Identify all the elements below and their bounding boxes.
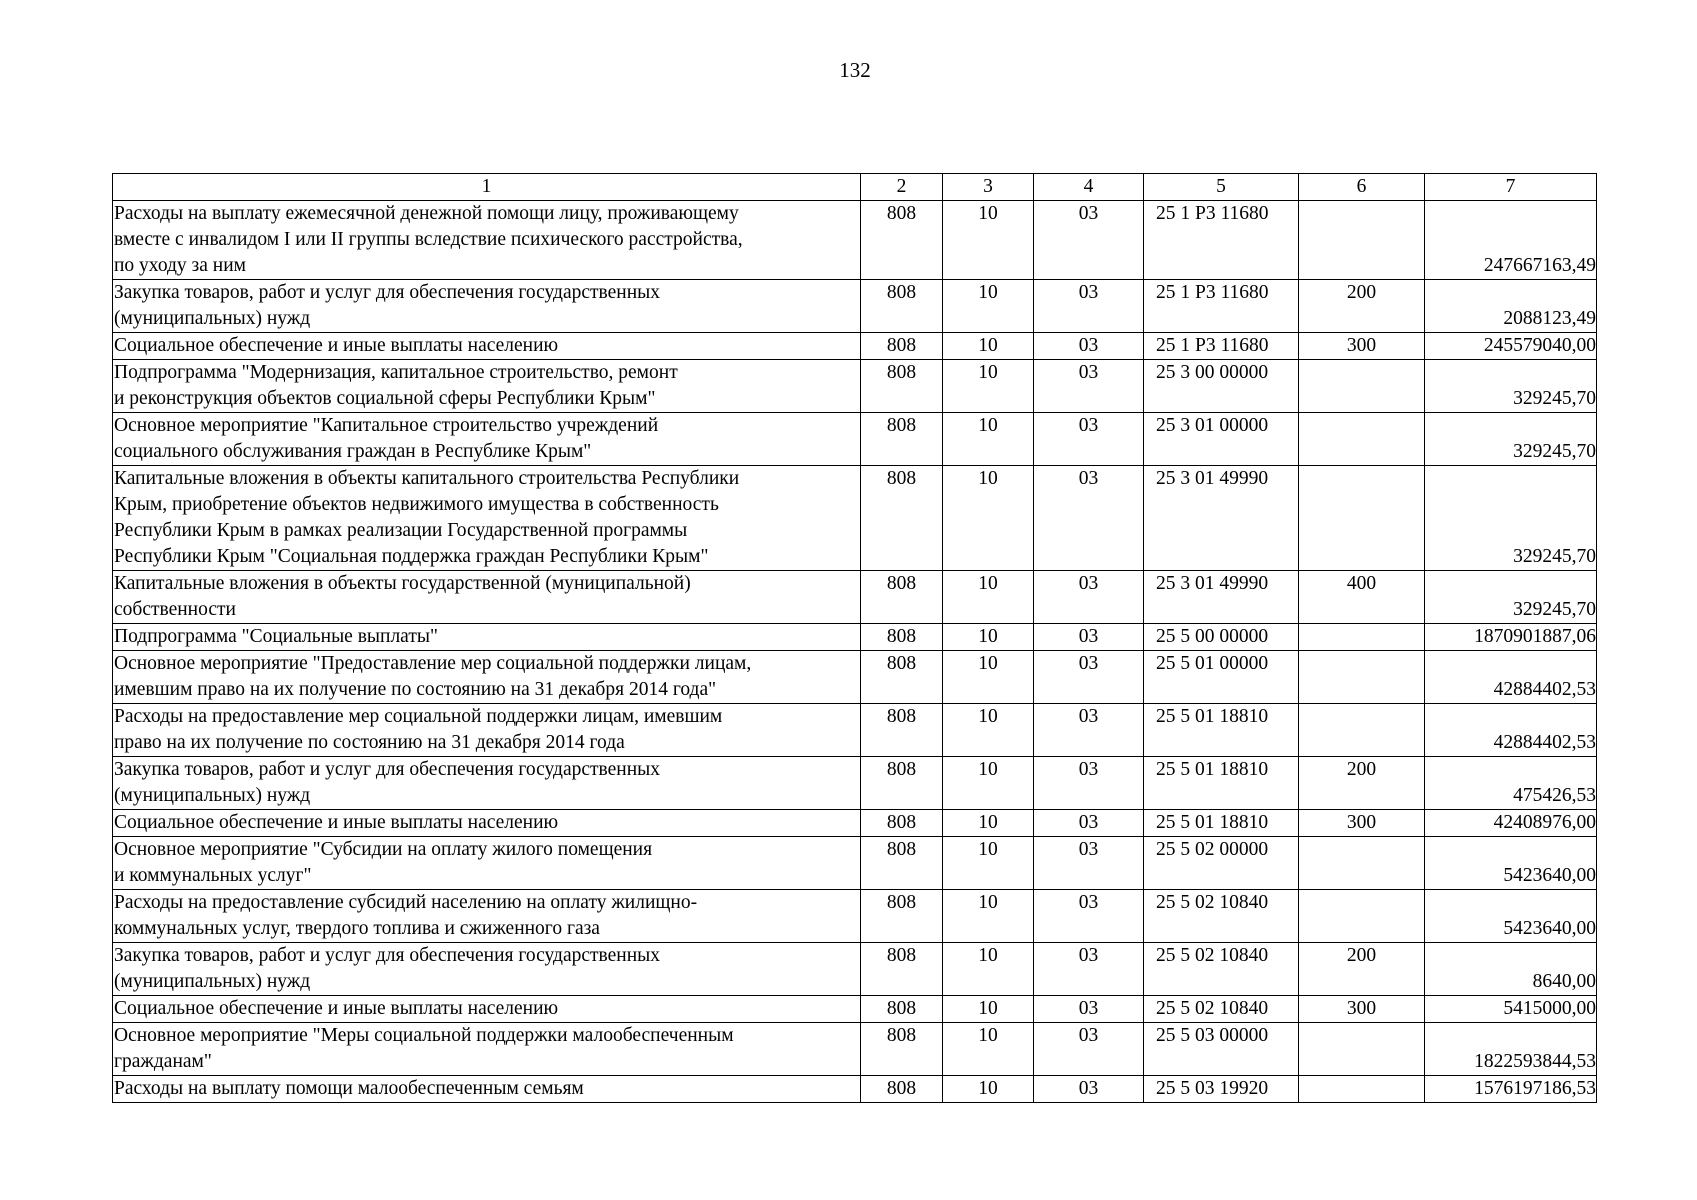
expense-type-code: 400 [1299,571,1425,624]
expense-type-code [1299,1023,1425,1076]
row-description: Закупка товаров, работ и услуг для обеспечения государственных (муниципальных) нужд [113,280,861,333]
subsection-code: 03 [1034,466,1144,571]
subsection-code: 03 [1034,704,1144,757]
section-code: 10 [943,890,1034,943]
expense-type-code: 300 [1299,810,1425,837]
expense-type-code [1299,1076,1425,1103]
table-row [113,280,1597,333]
ministry-code: 808 [861,757,943,810]
expense-type-code [1299,837,1425,890]
row-description: Расходы на выплату помощи малообеспеченным семьям [113,1076,861,1103]
amount: 5423640,00 [1425,890,1597,943]
ministry-code: 808 [861,413,943,466]
target-article-code: 25 3 01 00000 [1144,413,1299,466]
table-row [113,201,1597,280]
table-row [113,943,1597,996]
target-article-code: 25 1 Р3 11680 [1144,201,1299,280]
expense-type-code: 200 [1299,280,1425,333]
row-description: Основное мероприятие "Субсидии на оплату жилого помещения и коммунальных услуг" [113,837,861,890]
subsection-code: 03 [1034,413,1144,466]
section-code: 10 [943,624,1034,651]
section-code: 10 [943,1076,1034,1103]
table-row [113,810,1597,837]
ministry-code: 808 [861,810,943,837]
amount: 2088123,49 [1425,280,1597,333]
ministry-code: 808 [861,571,943,624]
ministry-code: 808 [861,466,943,571]
ministry-code: 808 [861,1076,943,1103]
expense-type-code [1299,704,1425,757]
amount: 329245,70 [1425,571,1597,624]
column-header-4: 4 [1034,174,1144,201]
row-description: Социальное обеспечение и иные выплаты населению [113,996,861,1023]
section-code: 10 [943,201,1034,280]
section-code: 10 [943,360,1034,413]
amount: 1576197186,53 [1425,1076,1597,1103]
ministry-code: 808 [861,201,943,280]
amount: 1822593844,53 [1425,1023,1597,1076]
column-header-5: 5 [1144,174,1299,201]
target-article-code: 25 5 01 18810 [1144,810,1299,837]
row-description: Основное мероприятие "Меры социальной поддержки малообеспеченным гражданам" [113,1023,861,1076]
section-code: 10 [943,571,1034,624]
section-code: 10 [943,651,1034,704]
expense-type-code: 200 [1299,943,1425,996]
target-article-code: 25 5 01 18810 [1144,704,1299,757]
amount: 5423640,00 [1425,837,1597,890]
subsection-code: 03 [1034,890,1144,943]
section-code: 10 [943,810,1034,837]
subsection-code: 03 [1034,1076,1144,1103]
target-article-code: 25 3 01 49990 [1144,571,1299,624]
table-row [113,466,1597,571]
amount: 5415000,00 [1425,996,1597,1023]
target-article-code: 25 5 00 00000 [1144,624,1299,651]
target-article-code: 25 1 Р3 11680 [1144,280,1299,333]
expense-type-code: 200 [1299,757,1425,810]
expense-type-code: 300 [1299,996,1425,1023]
target-article-code: 25 5 02 00000 [1144,837,1299,890]
section-code: 10 [943,1023,1034,1076]
amount: 8640,00 [1425,943,1597,996]
table-row [113,571,1597,624]
section-code: 10 [943,704,1034,757]
target-article-code: 25 3 01 49990 [1144,466,1299,571]
table-row [113,413,1597,466]
table-row [113,1023,1597,1076]
target-article-code: 25 5 02 10840 [1144,943,1299,996]
target-article-code: 25 5 02 10840 [1144,890,1299,943]
amount: 247667163,49 [1425,201,1597,280]
ministry-code: 808 [861,943,943,996]
section-code: 10 [943,943,1034,996]
row-description: Расходы на предоставление мер социальной поддержки лицам, имевшим право на их получение по состоянию на 31 декабря 2014 года [113,704,861,757]
subsection-code: 03 [1034,201,1144,280]
section-code: 10 [943,466,1034,571]
ministry-code: 808 [861,1023,943,1076]
column-header-7: 7 [1425,174,1597,201]
amount: 329245,70 [1425,413,1597,466]
header-row [113,174,1597,201]
row-description: Расходы на выплату ежемесячной денежной помощи лицу, проживающему вместе с инвалидом I или II группы вследствие психического расстройства, по уходу за ним [113,201,861,280]
target-article-code: 25 5 02 10840 [1144,996,1299,1023]
table-row [113,624,1597,651]
row-description: Подпрограмма "Модернизация, капитальное строительство, ремонт и реконструкция объектов социальной сферы Республики Крым" [113,360,861,413]
table-row [113,704,1597,757]
expense-type-code [1299,413,1425,466]
target-article-code: 25 3 00 00000 [1144,360,1299,413]
table-row [113,360,1597,413]
budget-table [112,173,1597,1103]
subsection-code: 03 [1034,651,1144,704]
ministry-code: 808 [861,704,943,757]
amount: 245579040,00 [1425,333,1597,360]
section-code: 10 [943,413,1034,466]
row-description: Основное мероприятие "Предоставление мер социальной поддержки лицам, имевшим право на их получение по состоянию на 31 декабря 2014 года" [113,651,861,704]
row-description: Закупка товаров, работ и услуг для обеспечения государственных (муниципальных) нужд [113,757,861,810]
amount: 42408976,00 [1425,810,1597,837]
ministry-code: 808 [861,837,943,890]
row-description: Капитальные вложения в объекты государственной (муниципальной) собственности [113,571,861,624]
target-article-code: 25 5 03 00000 [1144,1023,1299,1076]
amount: 475426,53 [1425,757,1597,810]
table-row [113,651,1597,704]
table-header [113,174,1597,201]
subsection-code: 03 [1034,757,1144,810]
subsection-code: 03 [1034,1023,1144,1076]
table-row [113,837,1597,890]
amount: 42884402,53 [1425,651,1597,704]
row-description: Социальное обеспечение и иные выплаты населению [113,333,861,360]
section-code: 10 [943,280,1034,333]
target-article-code: 25 5 01 00000 [1144,651,1299,704]
expense-type-code [1299,890,1425,943]
row-description: Расходы на предоставление субсидий населению на оплату жилищно- коммунальных услуг, твердого топлива и сжиженного газа [113,890,861,943]
amount: 329245,70 [1425,466,1597,571]
subsection-code: 03 [1034,360,1144,413]
ministry-code: 808 [861,996,943,1023]
expense-type-code [1299,651,1425,704]
table-body [113,201,1597,1103]
amount: 42884402,53 [1425,704,1597,757]
table-row [113,333,1597,360]
row-description: Основное мероприятие "Капитальное строительство учреждений социального обслуживания граждан в Республике Крым" [113,413,861,466]
table-row [113,1076,1597,1103]
ministry-code: 808 [861,651,943,704]
row-description: Закупка товаров, работ и услуг для обеспечения государственных (муниципальных) нужд [113,943,861,996]
target-article-code: 25 1 Р3 11680 [1144,333,1299,360]
table-row [113,890,1597,943]
subsection-code: 03 [1034,280,1144,333]
target-article-code: 25 5 01 18810 [1144,757,1299,810]
expense-type-code [1299,466,1425,571]
column-header-2: 2 [861,174,943,201]
expense-type-code: 300 [1299,333,1425,360]
subsection-code: 03 [1034,943,1144,996]
ministry-code: 808 [861,333,943,360]
row-description: Подпрограмма "Социальные выплаты" [113,624,861,651]
ministry-code: 808 [861,360,943,413]
expense-type-code [1299,624,1425,651]
ministry-code: 808 [861,624,943,651]
column-header-1: 1 [113,174,861,201]
subsection-code: 03 [1034,837,1144,890]
section-code: 10 [943,757,1034,810]
section-code: 10 [943,837,1034,890]
subsection-code: 03 [1034,624,1144,651]
table-row [113,757,1597,810]
subsection-code: 03 [1034,996,1144,1023]
section-code: 10 [943,333,1034,360]
subsection-code: 03 [1034,810,1144,837]
page-number: 132 [839,58,871,82]
expense-type-code [1299,201,1425,280]
section-code: 10 [943,996,1034,1023]
row-description: Капитальные вложения в объекты капитального строительства Республики Крым, приобретение объектов недвижимого имущества в собственность Республики Крым в рамках реализации Государственной программы Республики Крым "Социальная поддержка граждан Республики Крым" [113,466,861,571]
expense-type-code [1299,360,1425,413]
row-description: Социальное обеспечение и иные выплаты населению [113,810,861,837]
table-row [113,996,1597,1023]
amount: 329245,70 [1425,360,1597,413]
column-header-6: 6 [1299,174,1425,201]
subsection-code: 03 [1034,571,1144,624]
subsection-code: 03 [1034,333,1144,360]
amount: 1870901887,06 [1425,624,1597,651]
ministry-code: 808 [861,890,943,943]
column-header-3: 3 [943,174,1034,201]
ministry-code: 808 [861,280,943,333]
target-article-code: 25 5 03 19920 [1144,1076,1299,1103]
